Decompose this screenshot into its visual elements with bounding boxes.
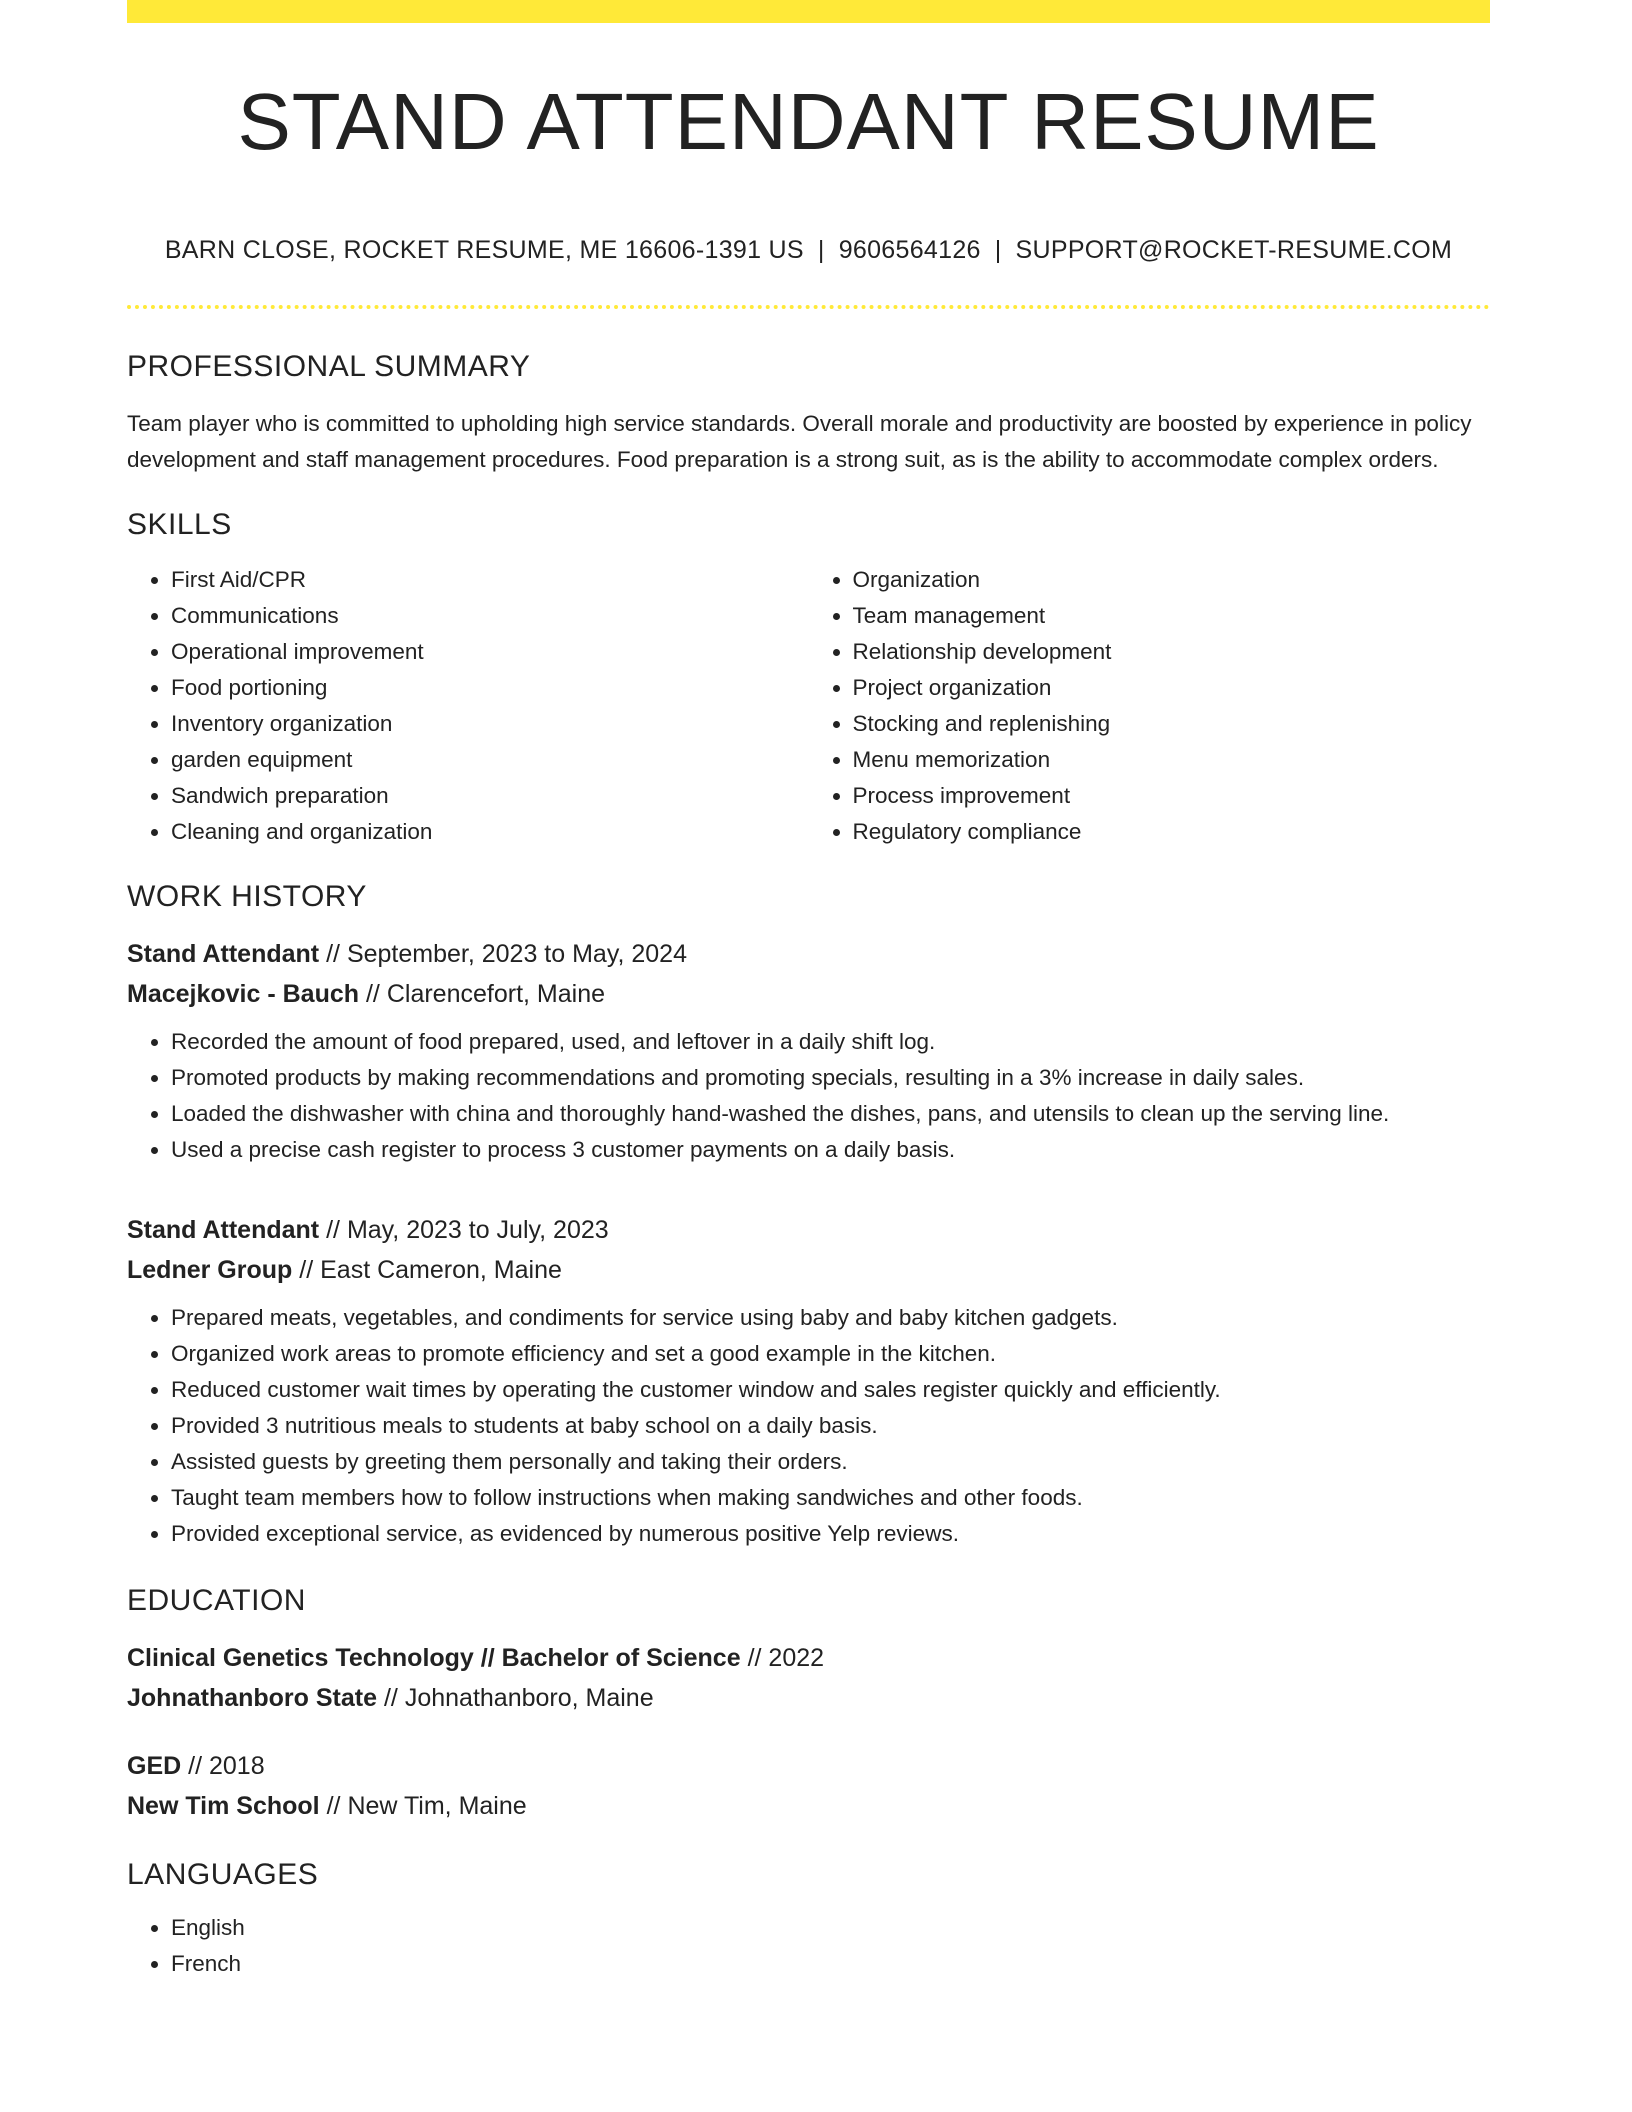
contact-separator: |: [994, 236, 1002, 264]
job-bullet: • Recorded the amount of food prepared, used, and leftover in a daily shift log.: [171, 1024, 1490, 1060]
job-bullet: • Taught team members how to follow instructions when making sandwiches and other foods.: [171, 1480, 1490, 1516]
education-degree: GED: [127, 1752, 182, 1780]
job-bullets: [127, 1300, 1490, 1552]
education-divider: //: [188, 1752, 203, 1780]
skill-item: • Stocking and replenishing: [853, 706, 1491, 742]
job-divider: //: [365, 980, 380, 1008]
job-bullet: • Prepared meats, vegetables, and condiments for service using baby and baby kitchen gadgets.: [171, 1300, 1490, 1336]
contact-address: BARN CLOSE, ROCKET RESUME, ME 16606-1391 US: [164, 236, 804, 264]
job-dates: May, 2023 to July, 2023: [346, 1216, 609, 1244]
job-bullet: • Loaded the dishwasher with china and thoroughly hand-washed the dishes, pans, and utensils to clean up the serving line.: [171, 1096, 1490, 1132]
skill-item: • Menu memorization: [853, 742, 1491, 778]
skill-item: • Food portioning: [171, 670, 809, 706]
education-degree: Clinical Genetics Technology // Bachelor of Science: [127, 1644, 741, 1672]
contact-email: SUPPORT@ROCKET-RESUME.COM: [1015, 236, 1453, 264]
contact-line: [127, 236, 1490, 265]
education-school: Johnathanboro State: [127, 1684, 378, 1712]
job-dates: September, 2023 to May, 2024: [346, 940, 687, 968]
job-divider: //: [326, 940, 340, 968]
job-bullet: • Used a precise cash register to process 3 customer payments on a daily basis.: [171, 1132, 1490, 1168]
job-title: Stand Attendant: [127, 940, 320, 968]
accent-top-bar: [127, 0, 1490, 23]
job-entry: [127, 934, 1490, 1168]
skill-item: • garden equipment: [171, 742, 809, 778]
job-company-line: [127, 974, 1490, 1014]
skill-item: • Regulatory compliance: [853, 814, 1491, 850]
education-entry: [127, 1638, 1490, 1718]
job-bullets: [127, 1024, 1490, 1168]
education-divider: //: [747, 1644, 762, 1672]
job-title-line: [127, 934, 1490, 974]
section-heading-work: WORK HISTORY: [127, 880, 367, 913]
education-degree-line: [127, 1746, 1490, 1786]
job-title: Stand Attendant: [127, 1216, 320, 1244]
education-location: Johnathanboro, Maine: [404, 1684, 654, 1712]
job-bullet: • Provided exceptional service, as evidenced by numerous positive Yelp reviews.: [171, 1516, 1490, 1552]
education-school: New Tim School: [127, 1792, 320, 1820]
skill-item: • Inventory organization: [171, 706, 809, 742]
skill-item: • First Aid/CPR: [171, 562, 809, 598]
education-location: New Tim, Maine: [347, 1792, 527, 1820]
job-company-line: [127, 1250, 1490, 1290]
education-year: 2022: [768, 1644, 825, 1672]
education-divider: //: [383, 1684, 398, 1712]
skills-columns: [127, 562, 1490, 850]
skill-item: • Operational improvement: [171, 634, 809, 670]
job-divider: //: [326, 1216, 340, 1244]
job-location: East Cameron, Maine: [320, 1256, 562, 1284]
skill-item: • Communications: [171, 598, 809, 634]
job-bullet: • Promoted products by making recommendations and promoting specials, resulting in a 3% increase in daily sales.: [171, 1060, 1490, 1096]
job-bullet: • Assisted guests by greeting them personally and taking their orders.: [171, 1444, 1490, 1480]
contact-phone: 9606564126: [838, 236, 981, 264]
section-heading-skills: SKILLS: [127, 508, 232, 541]
job-divider: //: [299, 1256, 314, 1284]
language-item: • English: [171, 1910, 1490, 1946]
education-school-line: [127, 1786, 1490, 1826]
education-school-line: [127, 1678, 1490, 1718]
skill-item: • Team management: [853, 598, 1491, 634]
education-divider: //: [326, 1792, 341, 1820]
education-year: 2018: [209, 1752, 265, 1780]
job-bullet: • Provided 3 nutritious meals to students at baby school on a daily basis.: [171, 1408, 1490, 1444]
job-entry: [127, 1210, 1490, 1552]
skill-item: • Project organization: [853, 670, 1491, 706]
section-heading-languages: LANGUAGES: [127, 1858, 319, 1891]
job-location: Clarencefort, Maine: [386, 980, 605, 1008]
languages-list: [127, 1910, 1490, 1982]
job-bullet: • Organized work areas to promote efficiency and set a good example in the kitchen.: [171, 1336, 1490, 1372]
contact-separator: |: [817, 236, 825, 264]
resume-title: STAND ATTENDANT RESUME: [237, 77, 1380, 166]
language-item: • French: [171, 1946, 1490, 1982]
job-bullet: • Reduced customer wait times by operating the customer window and sales register quickly and efficiently.: [171, 1372, 1490, 1408]
section-heading-summary: PROFESSIONAL SUMMARY: [127, 350, 531, 383]
education-degree-line: [127, 1638, 1490, 1678]
skills-list-left: [127, 562, 809, 850]
job-company: Macejkovic - Bauch: [127, 980, 360, 1008]
summary-text: Team player who is committed to upholding high service standards. Overall morale and productivity are boosted by experience in policy development and staff management procedures. Food preparation is a strong suit, as is the ability to accommodate complex orders.: [127, 411, 1472, 472]
skill-item: • Sandwich preparation: [171, 778, 809, 814]
skill-item: • Organization: [853, 562, 1491, 598]
education-entry: [127, 1746, 1490, 1826]
section-heading-education: EDUCATION: [127, 1584, 306, 1617]
job-company: Ledner Group: [127, 1256, 293, 1284]
resume-content: [127, 350, 1490, 1982]
skill-item: • Process improvement: [853, 778, 1491, 814]
skill-item: • Relationship development: [853, 634, 1491, 670]
job-title-line: [127, 1210, 1490, 1250]
skill-item: • Cleaning and organization: [171, 814, 809, 850]
skills-list-right: [809, 562, 1491, 850]
dotted-divider: [127, 305, 1490, 309]
